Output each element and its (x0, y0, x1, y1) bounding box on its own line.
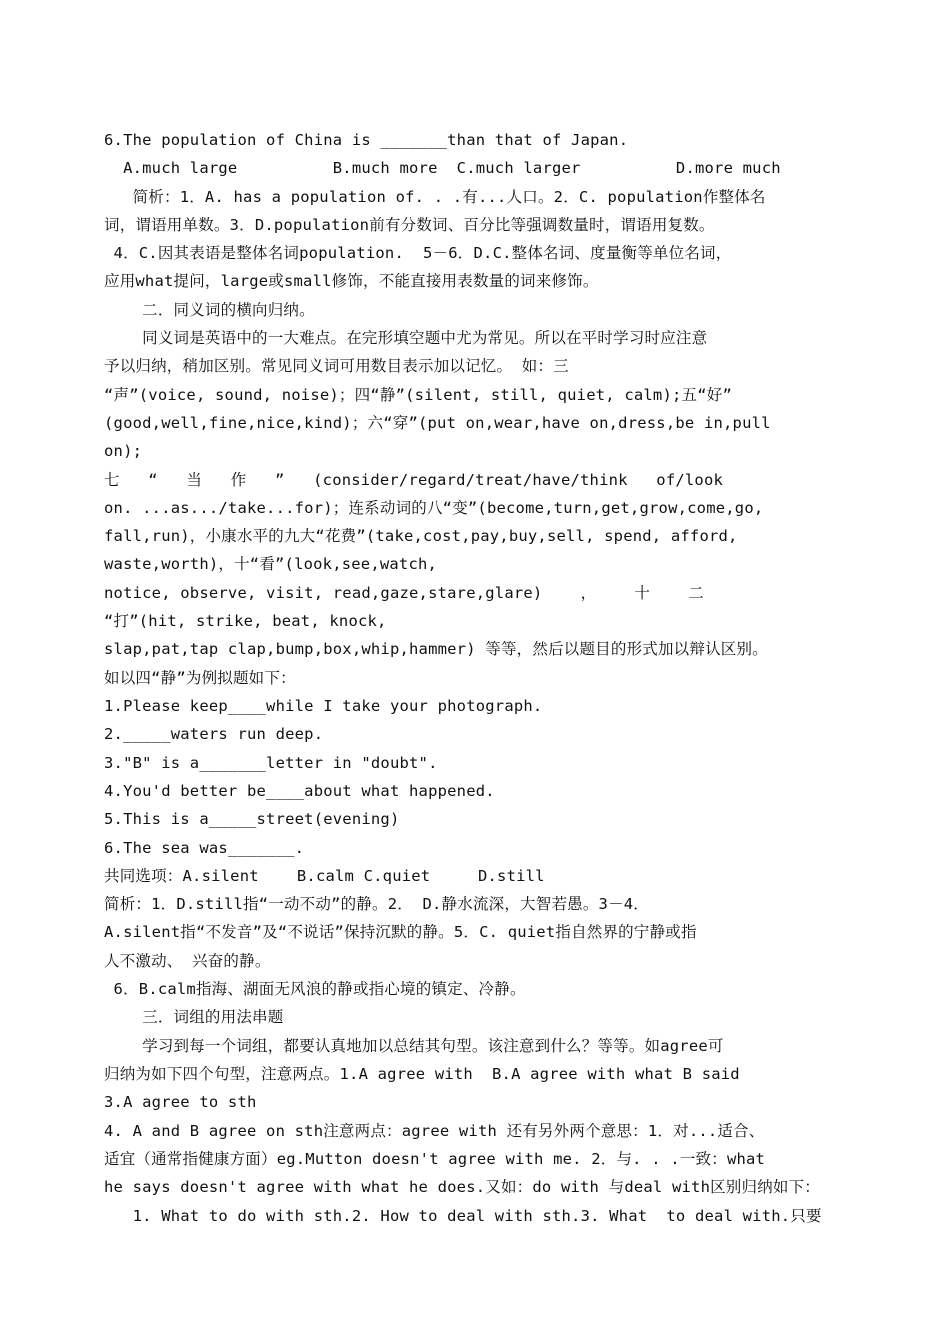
exercise-item: 4.You'd better be____about what happened. (104, 782, 495, 800)
text-line: 予以归纳，稍加区别。常见同义词可用数目表示加以记忆。 如：三 (104, 357, 569, 375)
text-line: 4. A and B agree on sth注意两点：agree with 还有另外两个意思：1．对...适合、 (104, 1122, 765, 1140)
text-line: 适宜（通常指健康方面）eg.Mutton doesn't agree with me. 2．与. . .一致：what (104, 1150, 766, 1168)
exercise-item: 3."B" is a_______letter in "doubt". (104, 754, 438, 772)
text-line: 应用what提问，large或small修饰，不能直接用表数量的词来修饰。 (104, 272, 599, 290)
text-line: on. ...as.../take...for)；连系动词的八“变”(become,turn,get,grow,come,go, (104, 499, 764, 517)
exercise-item: 2._____waters run deep. (104, 725, 324, 743)
text-line: 3.A agree to sth (104, 1093, 257, 1111)
text-line: 学习到每一个词组，都要认真地加以总结其句型。该注意到什么？等等。如agree可 (104, 1037, 724, 1055)
text-line: 人不激动、 兴奋的静。 (104, 952, 271, 970)
text-line: fall,run)，小康水平的九大“花费”(take,cost,pay,buy,sell, spend, afford, (104, 527, 738, 545)
text-line: 同义词是英语中的一大难点。在完形填空题中尤为常见。所以在平时学习时应注意 (104, 329, 708, 347)
text-line: on); (104, 442, 143, 460)
text-line: 如以四“静”为例拟题如下： (104, 669, 296, 687)
exercise-item: 1.Please keep____while I take your photograph. (104, 697, 543, 715)
text-line: A.silent指“不发音”及“不说话”保持沉默的静。5．C. quiet指自然界的宁静或指 (104, 923, 697, 941)
text-line: “声”(voice, sound, noise)；四“静”(silent, still, quiet, calm);五“好” (104, 386, 732, 404)
text-line: 词，谓语用单数。3．D.population前有分数词、百分比等强调数量时，谓语用复数。 (104, 216, 715, 234)
text-line: 1. What to do with sth.2. How to deal with sth.3. What to deal with.只要 (104, 1207, 822, 1225)
text-line: 6.The population of China is _______than that of Japan. (104, 131, 629, 149)
section-heading: 三．词组的用法串题 (104, 1008, 284, 1026)
text-line: he says doesn't agree with what he does.又如：do with 与deal with区别归纳如下： (104, 1178, 821, 1196)
text-line: 七 “ 当 作 ” (consider/regard/treat/have/think of/look (104, 471, 724, 489)
options-line: 共同选项：A.silent B.calm C.quiet D.still (104, 867, 545, 885)
text-line: 简析：1．D.still指“一动不动”的静。2． D.静水流深，大智若愚。3－4． (104, 895, 650, 913)
text-line: (good,well,fine,nice,kind)；六“穿”(put on,wear,have on,dress,be in,pull (104, 414, 771, 432)
text-line: “打”(hit, strike, beat, knock, (104, 612, 387, 630)
text-line: 简析：1．A. has a population of. . .有...人口。2．C. population作整体名 (104, 188, 766, 206)
text-line: notice, observe, visit, read,gaze,stare,glare) ， 十 二 (104, 584, 704, 602)
text-line: 6．B.calm指海、湖面无风浪的静或指心境的镇定、冷静。 (104, 980, 526, 998)
text-line: waste,worth)，十“看”(look,see,watch, (104, 555, 438, 573)
text-line: slap,pat,tap clap,bump,box,whip,hammer) 等等，然后以题目的形式加以辩认区别。 (104, 640, 768, 658)
section-heading: 二．同义词的横向归纳。 (104, 301, 315, 319)
exercise-item: 6.The sea was_______. (104, 839, 305, 857)
exercise-item: 5.This is a_____street(evening) (104, 810, 400, 828)
text-line: 归纳为如下四个句型，注意两点。1.A agree with B.A agree with what B said (104, 1065, 740, 1083)
text-line: 4．C.因其表语是整体名词population. 5－6．D.C.整体名词、度量衡等单位名词， (104, 244, 732, 262)
text-line: A.much large B.much more C.much larger D.more much (104, 159, 781, 177)
